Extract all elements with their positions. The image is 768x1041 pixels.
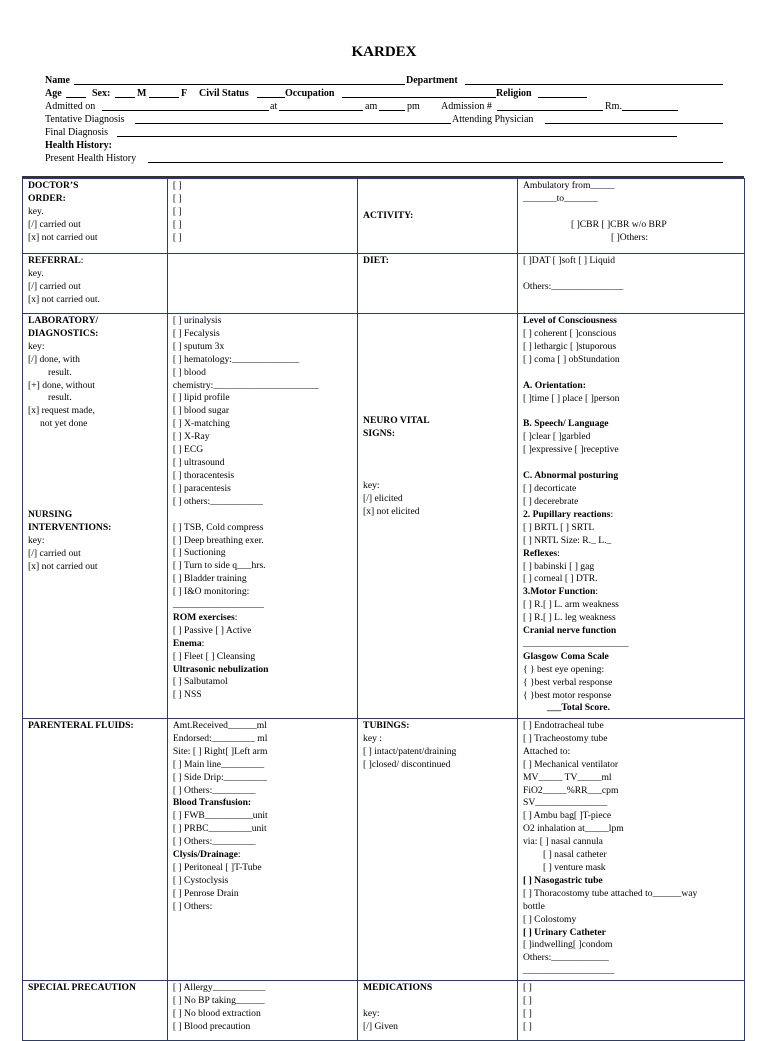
referral-key-item: [x] not carried out. (28, 293, 100, 305)
motor-option[interactable]: [ ] R.[ ] L. leg weakness (523, 612, 616, 624)
lab-item[interactable]: chemistry:______________________ (172, 379, 319, 391)
at-label: at (270, 101, 278, 112)
sex-label: Sex: (92, 88, 111, 99)
name-label: Name (45, 75, 70, 86)
lab-label-2: DIAGNOSTICS: (28, 327, 99, 339)
admission-no-label: Admission # (441, 101, 492, 112)
doctors-order-checkbox[interactable]: [ ] (172, 205, 182, 217)
medications-key: key: (363, 1007, 380, 1019)
urinary-catheter[interactable]: [ ] Urinary Catheter (523, 926, 606, 938)
medications-label-cell (358, 981, 518, 1041)
lab-nursing-label-cell (23, 314, 168, 719)
religion-label: Religion (496, 88, 532, 99)
lab-item[interactable]: [ ] lipid profile (172, 392, 230, 404)
posturing-option[interactable]: [ ] decorticate (523, 483, 577, 495)
lab-item[interactable]: [ ] blood sugar (172, 405, 230, 417)
lab-item[interactable]: [ ] hematology:______________ (172, 353, 300, 365)
form-title: KARDEX (351, 44, 417, 60)
row-referral (23, 254, 745, 314)
tubings-label-cell (358, 719, 518, 981)
nebulization-option[interactable]: [ ] Salbutamol (172, 676, 228, 688)
gcs-verbal[interactable]: { }best verbal response (523, 676, 613, 688)
diet-cell (518, 254, 745, 314)
lab-item[interactable]: [ ] blood (172, 366, 206, 378)
civil-status-label: Civil Status (199, 88, 249, 99)
attending-physician-label: Attending Physician (452, 114, 534, 125)
speech-label: B. Speech/ Language (523, 418, 609, 430)
referral-key-item: [/] carried out (28, 280, 81, 292)
lab-key-item: not yet done (40, 418, 88, 430)
parenteral-item[interactable]: Site: [ ] Right[ ]Left arm (172, 745, 268, 757)
special-item[interactable]: [ ] Blood precaution (172, 1020, 251, 1032)
doctors-order-key: key. (28, 205, 44, 217)
lab-key-item: [+] done, without (28, 379, 95, 391)
civil-status-field[interactable] (257, 87, 285, 98)
posturing-option[interactable]: [ ] decerebrate (523, 495, 579, 507)
lab-key-item: [/] done, with (28, 353, 80, 365)
sex-f-field[interactable] (149, 87, 179, 98)
nursing-item[interactable]: [ ] Suctioning (172, 547, 226, 559)
reflex-option[interactable]: [ ] corneal [ ] DTR. (523, 573, 598, 585)
nasogastric-tube[interactable]: [ ] Nasogastric tube (523, 874, 603, 886)
tubing-item: Attached to: (523, 745, 571, 757)
neuro-label-cell (358, 314, 518, 719)
pm-label: pm (407, 101, 420, 112)
pupil-option[interactable]: [ ] NRTL Size: R._ L._ (523, 534, 612, 546)
nursing-item[interactable]: ___________________ (172, 599, 264, 611)
doctors-order-checks-cell (167, 179, 357, 254)
neuro-key: key: (363, 479, 380, 491)
medications-cell (518, 981, 745, 1041)
activity-cell (518, 179, 745, 254)
tubing-item[interactable]: [ ] nasal catheter (543, 849, 607, 861)
reflex-label: Reflexes (523, 547, 558, 559)
nursing-item[interactable]: [ ] Deep breathing exer. (172, 534, 264, 546)
posturing-label: C. Abnormal posturing (523, 470, 619, 482)
tubing-item[interactable]: [ ] Mechanical ventilator (523, 758, 619, 770)
sex-m-label: M (137, 88, 147, 99)
diet-options[interactable]: [ ]DAT [ ]soft [ ] Liquid (523, 255, 616, 266)
tubing-item[interactable]: O2 inhalation at_____lpm (523, 823, 624, 835)
parenteral-label: PARENTERAL FLUIDS: (28, 720, 134, 731)
tubings-key-item: [ ] intact/patent/draining (363, 745, 457, 757)
rom-label: ROM exercises (172, 611, 235, 623)
admitted-on-label: Admitted on (45, 101, 96, 112)
neuro-key-item: [/] elicited (363, 492, 403, 504)
health-history-label: Health History: (45, 140, 112, 151)
loc-option[interactable]: [ ] coherent [ ]conscious (523, 327, 617, 339)
tubing-item[interactable]: [ ] Endotracheal tube (523, 720, 604, 731)
cranial-field[interactable]: ______________________ (523, 637, 629, 649)
lab-key: key: (28, 340, 45, 352)
tubings-cell (518, 719, 745, 981)
medication-checkbox[interactable]: [ ] (523, 982, 532, 993)
parenteral-item[interactable]: Amt.Received______ml (172, 720, 267, 731)
doctors-order-key-item: [x] not carried out (28, 231, 98, 243)
thoracostomy-tube[interactable]: [ ] Thoracostomy tube attached to______way (523, 887, 698, 899)
parenteral-item[interactable]: Endorsed:_________ ml (172, 732, 268, 744)
activity-ambulatory[interactable]: Ambulatory from_____ (523, 180, 615, 191)
blood-transfusion-item[interactable]: [ ] FWB__________unit (172, 810, 268, 822)
name-field[interactable] (74, 74, 405, 85)
department-label: Department (406, 75, 458, 86)
nursing-key-item: [x] not carried out (28, 560, 98, 572)
lab-item[interactable]: [ ] sputum 3x (172, 340, 225, 352)
clysis-item[interactable]: [ ] Penrose Drain (172, 887, 239, 899)
referral-key: key. (28, 267, 44, 279)
doctors-order-key-item: [/] carried out (28, 218, 81, 230)
doctors-order-label: DOCTOR’S (28, 180, 79, 191)
nursing-item[interactable]: [ ] I&O monitoring: (172, 586, 250, 598)
special-cell (167, 981, 357, 1041)
medication-checkbox[interactable]: [ ] (523, 1007, 532, 1019)
motor-label: 3.Motor Function (523, 586, 596, 598)
doctors-order-checkbox[interactable]: [ ] (172, 180, 182, 191)
loc-label: Level of Consciousness (523, 315, 617, 326)
tubing-item[interactable]: SV_______________ (523, 797, 608, 809)
lab-item[interactable]: [ ] ECG (172, 444, 204, 456)
lab-label: LABORATORY/ (28, 315, 99, 326)
age-field[interactable] (66, 87, 86, 98)
lab-item[interactable]: [ ] X-Ray (172, 431, 210, 443)
referral-label-cell: REFERRAL: key. [/] carried out [x] not carried out. (23, 254, 168, 314)
lab-item[interactable]: [ ] ultrasound (172, 456, 225, 468)
gcs-total-score[interactable]: ___Total Score. (547, 702, 610, 714)
medication-checkbox[interactable]: [ ] (523, 994, 532, 1006)
tubing-item[interactable]: FiO2_____%RR___cpm (523, 784, 619, 796)
neuro-label: NEURO VITAL (363, 415, 430, 426)
rm-label: Rm. (605, 101, 622, 112)
sex-m-field[interactable] (115, 87, 135, 98)
lab-item[interactable]: [ ] others:___________ (172, 495, 263, 507)
nursing-item[interactable]: [ ] Bladder training (172, 573, 247, 585)
enema-options[interactable]: [ ] Fleet [ ] Cleansing (172, 650, 256, 662)
gcs-eye[interactable]: { } best eye opening: (523, 663, 605, 675)
present-health-history-field[interactable] (148, 152, 723, 163)
medications-key-item: [/] Given (363, 1020, 398, 1032)
nebulization-option[interactable]: [ ] NSS (172, 689, 202, 701)
nebulization-label: Ultrasonic nebulization (172, 663, 269, 675)
nursing-label: NURSING (28, 509, 73, 521)
final-diagnosis-label: Final Diagnosis (45, 127, 109, 138)
lab-key-item: result. (48, 366, 72, 378)
speech-option[interactable]: [ ]expressive [ ]receptive (523, 444, 619, 456)
time-field[interactable] (279, 100, 363, 111)
special-item[interactable]: [ ] Allergy___________ (172, 982, 266, 993)
loc-option[interactable]: [ ] coma [ ] obStundation (523, 353, 620, 365)
occupation-field[interactable] (342, 87, 496, 98)
gcs-label: Glasgow Coma Scale (523, 650, 609, 662)
lab-key-item: result. (48, 392, 72, 404)
parenteral-item[interactable]: [ ] Side Drip:_________ (172, 771, 267, 783)
doctors-order-checkbox[interactable]: [ ] (172, 192, 182, 204)
rom-options[interactable]: [ ] Passive [ ] Active (172, 624, 252, 636)
occupation-label: Occupation (285, 88, 335, 99)
lab-item[interactable]: [ ] X-matching (172, 418, 230, 430)
thoracostomy-bottle: bottle (523, 900, 545, 912)
tubings-others-line[interactable]: ___________________ (523, 965, 615, 977)
clysis-label: Clysis/Drainage (172, 849, 238, 861)
tentative-diagnosis-label: Tentative Diagnosis (45, 114, 125, 125)
tubing-item[interactable]: MV_____ TV_____ml (523, 771, 612, 783)
enema-label: Enema (172, 637, 202, 649)
blood-transfusion-item[interactable]: [ ] Others:_________ (172, 836, 256, 848)
row-special-precaution (23, 981, 745, 1041)
tubing-item[interactable]: via: [ ] nasal cannula (523, 836, 603, 848)
special-label-cell (23, 981, 168, 1041)
doctors-order-label-2: ORDER: (28, 192, 66, 204)
admission-no-field[interactable] (497, 100, 603, 111)
tubing-item[interactable]: [ ] Ambu bag[ ]T-piece (523, 810, 612, 822)
special-item[interactable]: [ ] No BP taking______ (172, 994, 265, 1006)
orientation-options[interactable]: [ ]time [ ] place [ ]person (523, 392, 620, 404)
urinary-catheter-type[interactable]: [ ]indwelling[ ]condom (523, 939, 613, 951)
clysis-item[interactable]: [ ] Peritoneal [ ]T-Tube (172, 861, 262, 873)
doctors-order-checkbox[interactable]: [ ] (172, 231, 182, 243)
lab-key-item: [x] request made, (28, 405, 95, 417)
row-laboratory (23, 314, 745, 719)
room-field[interactable] (622, 100, 678, 111)
patient-header (45, 74, 725, 165)
doctors-order-checkbox[interactable]: [ ] (172, 218, 182, 230)
row-parenteral (23, 719, 745, 981)
kardex-table (22, 178, 745, 1041)
tubing-item[interactable]: [ ] venture mask (543, 861, 606, 873)
neuro-label-2: SIGNS: (363, 427, 396, 439)
nursing-item[interactable]: [ ] Turn to side q___hrs. (172, 560, 266, 572)
orientation-label: A. Orientation: (523, 379, 586, 391)
medications-label: MEDICATIONS (363, 982, 433, 993)
pupil-option[interactable]: [ ] BRTL [ ] SRTL (523, 521, 595, 533)
attending-physician-field[interactable] (545, 113, 723, 124)
clysis-item[interactable]: [ ] Cystoclysis (172, 874, 229, 886)
special-item[interactable]: [ ] No blood extraction (172, 1007, 261, 1019)
tubings-key: key : (363, 732, 382, 744)
sex-f-label: F (181, 88, 188, 99)
row-doctors-order (23, 179, 745, 254)
activity-others[interactable]: [ ]Others: (611, 231, 649, 243)
reflex-option[interactable]: [ ] babinski [ ] gag (523, 560, 595, 572)
nursing-key-item: [/] carried out (28, 547, 81, 559)
diet-label-cell (358, 254, 518, 314)
speech-option[interactable]: [ ]clear [ ]garbled (523, 431, 591, 443)
referral-label: REFERRAL (28, 255, 81, 266)
neuro-key-item: [x] not elicited (363, 505, 420, 517)
motor-option[interactable]: [ ] R.[ ] L. arm weakness (523, 599, 619, 611)
religion-field[interactable] (538, 87, 587, 98)
tubings-label: TUBINGS: (363, 720, 410, 731)
neuro-cell: Level of Consciousness [ ] coherent [ ]conscious [ ] lethargic [ ]stuporous [ ] coma [ ] obStundation A. Orientation: [ ]time [ ] place [ ]person B. Speech/ Language [ ]clear [ ]garbled [ ]expressive [ ]receptive C. Abnormal posturing [ ] decorticate [ ] decerebrate 2. Pupillary reactions: [ ] BRTL [ ] SRTL [ ] NRTL Size: R._ L._ Reflexes: [ ] babinski [ ] gag [ ] corneal [ ] DTR. 3.Motor Function: [ ] R.[ ] L. arm weakness [ ] R.[ ] L. leg weakness Cranial nerve function ______________________ Glasgow Coma Scale { } best eye opening: { }best verbal response { }best motor response ___Total Score. (518, 314, 745, 719)
lab-item[interactable]: [ ] thoracentesis (172, 469, 235, 481)
diet-label: DIET: (363, 255, 389, 266)
final-diagnosis-field[interactable] (117, 126, 677, 137)
cranial-label: Cranial nerve function (523, 625, 617, 637)
lab-nursing-items-cell: [ ] urinalysis [ ] Fecalysis [ ] sputum 3x [ ] hematology:______________ [ ] blood chemistry:______________________ [ ] lipid profile [ ] blood sugar [ ] X-matching [ ] X-Ray [ ] ECG [ ] ultrasound [ ] thoracentesis [ ] paracentesis [ ] others:___________ [ ] TSB, Cold compress [ ] Deep breathing exer. [ ] Suctioning [ ] Turn to side q___hrs. [ ] Bladder training [ ] I&O monitoring: ___________________ ROM exercises: [ ] Passive [ ] Active Enema: [ ] Fleet [ ] Cleansing Ultrasonic nebulization [ ] Salbutamol [ ] NSS (167, 314, 357, 719)
parenteral-item[interactable]: [ ] Main line_________ (172, 758, 265, 770)
am-pm-field[interactable] (379, 100, 405, 111)
tubings-key-item: [ ]closed/ discontinued (363, 758, 451, 770)
parenteral-item[interactable]: [ ] Others:_________ (172, 784, 256, 796)
activity-label-cell (358, 179, 518, 254)
activity-cbr-options[interactable]: [ ]CBR [ ]CBR w/o BRP (571, 218, 667, 230)
diet-others[interactable]: Others:_______________ (523, 280, 624, 292)
parenteral-label-cell (23, 719, 168, 981)
tentative-diagnosis-field[interactable] (135, 113, 451, 124)
pupil-label: 2. Pupillary reactions (523, 508, 611, 520)
loc-option[interactable]: [ ] lethargic [ ]stuporous (523, 340, 617, 352)
age-label: Age (45, 88, 62, 99)
admitted-on-field[interactable] (102, 100, 269, 111)
department-field[interactable] (465, 74, 723, 85)
clysis-item[interactable]: [ ] Others: (172, 900, 213, 912)
activity-ambulatory-to[interactable]: _______to_______ (523, 192, 598, 204)
doctors-order-label-cell (23, 179, 168, 254)
referral-entries-cell[interactable] (167, 254, 357, 314)
parenteral-cell: Amt.Received______ml Endorsed:_________ ml Site: [ ] Right[ ]Left arm [ ] Main line_________ [ ] Side Drip:_________ [ ] Others:_________ Blood Transfusion: [ ] FWB__________unit [ ] PRBC_________unit [ ] Others:_________ Clysis/Drainage: [ ] Peritoneal [ ]T-Tube [ ] Cystoclysis [ ] Penrose Drain [ ] Others: (167, 719, 357, 981)
special-precaution-label: SPECIAL PRECAUTION (28, 982, 136, 993)
nursing-label-2: INTERVENTIONS: (28, 522, 112, 534)
nursing-item[interactable]: [ ] TSB, Cold compress (172, 521, 264, 533)
nursing-key: key: (28, 534, 45, 546)
tubing-item[interactable]: [ ] Tracheostomy tube (523, 732, 608, 744)
activity-label: ACTIVITY: (363, 209, 414, 221)
lab-item[interactable]: [ ] urinalysis (172, 315, 222, 326)
present-health-history-label: Present Health History (45, 153, 137, 164)
lab-item[interactable]: [ ] paracentesis (172, 482, 231, 494)
am-label: am (365, 101, 378, 112)
blood-transfusion-label: Blood Transfusion: (172, 797, 252, 809)
colostomy[interactable]: [ ] Colostomy (523, 913, 577, 925)
blood-transfusion-item[interactable]: [ ] PRBC_________unit (172, 823, 267, 835)
medication-checkbox[interactable]: [ ] (523, 1020, 532, 1032)
lab-item[interactable]: [ ] Fecalysis (172, 327, 220, 339)
gcs-motor[interactable]: { }best motor response (523, 689, 612, 701)
tubings-others[interactable]: Others:____________ (523, 952, 609, 964)
